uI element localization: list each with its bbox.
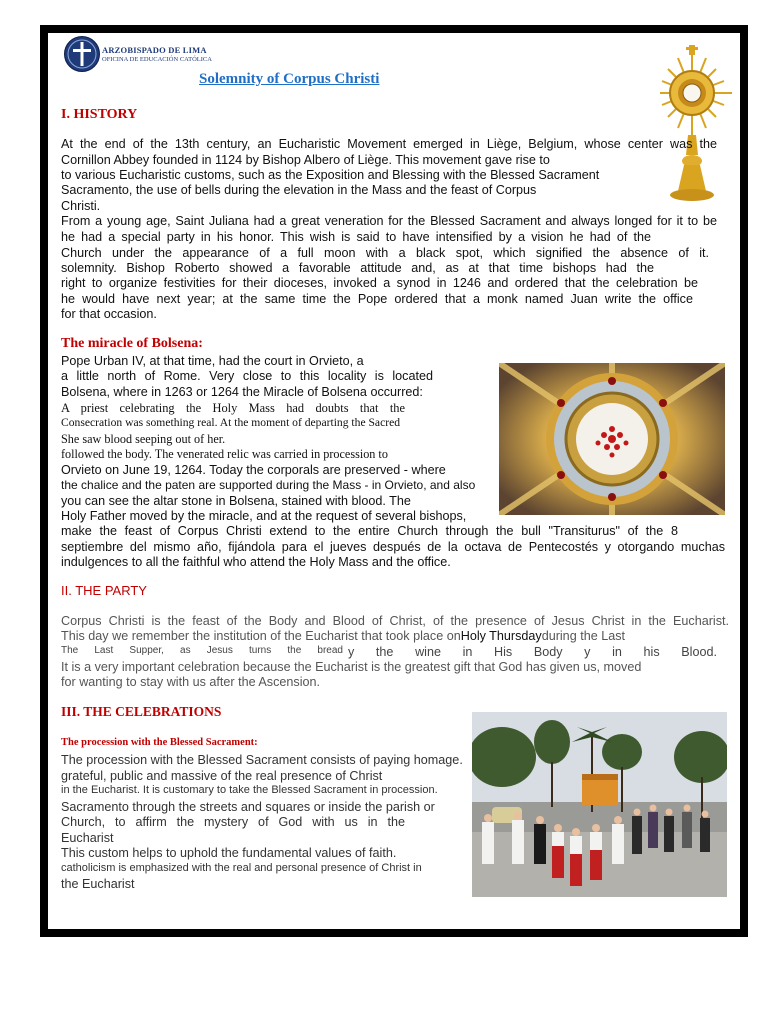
history-line: to various Eucharistic customs, such as the Exposition and Blessing with the Blessed Sacrament: [61, 168, 600, 182]
logo-line-1: ARZOBISPADO DE LIMA: [102, 45, 207, 55]
history-line: Church under the appearance of a full moon with a black spot, which signified the absence of it.: [61, 246, 709, 260]
celebration-line: Church, to affirm the mystery of God with us in the: [61, 815, 405, 829]
procession-photo: [472, 712, 727, 897]
history-line: he had a special party in his honor. This wish is said to have intensified by a vision he had of the: [61, 230, 651, 244]
miracle-line: Holy Father moved by the miracle, and at the request of several bishops,: [61, 509, 467, 523]
host-blood-photo: [499, 363, 725, 515]
miracle-line: Consecration was something real. At the moment of departing the Sacred: [61, 416, 401, 429]
logo-line-2: OFICINA DE EDUCACIÓN CATÓLICA: [102, 56, 212, 63]
party-line: Corpus Christi is the feast of the Body and Blood of Christ, of the presence of Jesus Christ in the Eucharist.: [61, 614, 729, 628]
monstrance-image: [658, 43, 738, 203]
miracle-line: make the feast of Corpus Christi extend to the entire Church through the bull "Transiturus" of the 8: [61, 524, 678, 538]
party-line: This day we remember the institution of the Eucharist that took place onHoly Thursdayduring the Last: [61, 629, 626, 643]
document-page: [48, 33, 740, 929]
miracle-line: Pope Urban IV, at that time, had the court in Orvieto, a: [61, 354, 364, 368]
miracle-line: Orvieto on June 19, 1264. Today the corporals are preserved - where: [61, 463, 446, 477]
celebration-line: catholicism is emphasized with the real and personal presence of Christ in: [61, 862, 422, 874]
celebration-line: The procession with the Blessed Sacrament consists of paying homage.: [61, 753, 463, 767]
celebration-line: the Eucharist: [61, 877, 135, 891]
procession-subheading: The procession with the Blessed Sacrament:: [61, 737, 258, 748]
history-line: he would have next year; at the same time the Pope ordered that a monk named Juan write the office: [61, 292, 693, 306]
miracle-line: A priest celebrating the Holy Mass had doubts that the: [61, 401, 405, 415]
history-line: right to organize festivities for their dioceses, invoked a synod in 1246 and ordered that the celebration be: [61, 276, 698, 290]
miracle-line: septiembre del mismo año, fijándola para el jueves después de la octava de Pentecostés y otorgando muchas: [61, 540, 725, 554]
celebration-line: grateful, public and massive of the real presence of Christ: [61, 769, 383, 783]
celebration-line: Eucharist: [61, 831, 114, 845]
party-line: The Last Supper, as Jesus turns the bread: [61, 645, 343, 656]
celebration-line: This custom helps to uphold the fundamental values of faith.: [61, 846, 397, 860]
history-line: for that occasion.: [61, 307, 157, 321]
miracle-line: the chalice and the paten are supported during the Mass - in Orvieto, and also: [61, 478, 476, 492]
party-line: y the wine in His Body y in his Blood.: [348, 645, 717, 659]
archdiocese-logo: [64, 36, 224, 72]
history-line: Christi.: [61, 199, 101, 213]
cross-emblem-icon: [64, 36, 100, 72]
miracle-line: a little north of Rome. Very close to this locality is located: [61, 369, 433, 383]
history-line: At the end of the 13th century, an Eucharistic Movement emerged in Liège, Belgium, whose center was the: [61, 137, 717, 151]
history-line: Cornillon Abbey founded in 1124 by Bishop Albero of Liège. This movement gave rise to: [61, 153, 550, 167]
party-line: It is a very important celebration because the Eucharist is the greatest gift that God has given us, moved: [61, 660, 642, 674]
party-line: for wanting to stay with us after the Ascension.: [61, 675, 321, 689]
history-line: Sacramento, the use of bells during the elevation in the Mass and the feast of Corpus: [61, 183, 537, 197]
miracle-heading: The miracle of Bolsena:: [61, 336, 203, 351]
miracle-line: Bolsena, where in 1263 or 1264 the Miracle of Bolsena occurred:: [61, 385, 423, 399]
miracle-line: She saw blood seeping out of her.: [61, 432, 226, 446]
party-heading: II. THE PARTY: [61, 583, 147, 598]
celebration-line: in the Eucharist. It is customary to take the Blessed Sacrament in procession.: [61, 784, 438, 796]
history-line: From a young age, Saint Juliana had a great veneration for the Blessed Sacrament and always longed for it to be: [61, 214, 717, 228]
page-title: Solemnity of Corpus Christi: [199, 71, 380, 87]
history-line: solemnity. Bishop Roberto showed a favorable attitude and, as at that time bishops had the: [61, 261, 654, 275]
celebrations-heading: III. THE CELEBRATIONS: [61, 704, 222, 719]
miracle-line: you can see the altar stone in Bolsena, stained with blood. The: [61, 494, 411, 508]
history-heading: I. HISTORY: [61, 107, 138, 122]
celebration-line: Sacramento through the streets and squares or inside the parish or: [61, 800, 435, 814]
miracle-line: followed the body. The venerated relic was carried in procession to: [61, 447, 388, 461]
miracle-line: indulgences to all the faithful who attend the Holy Mass and the office.: [61, 555, 451, 569]
holy-thursday-text: Holy Thursday: [460, 629, 542, 643]
